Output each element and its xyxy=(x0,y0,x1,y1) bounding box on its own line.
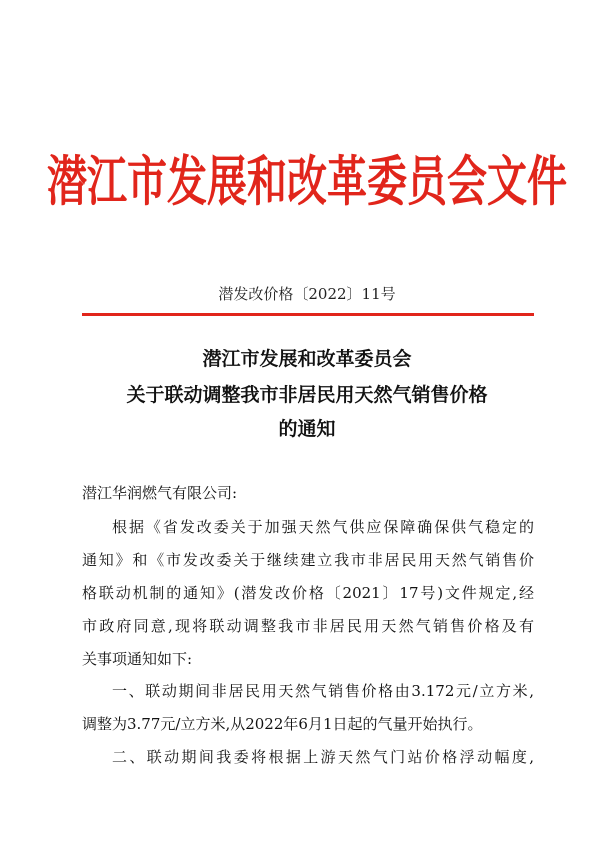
paragraph-1-line-5: 关事项通知如下: xyxy=(82,650,193,668)
document-header-title: 潜江市发展和改革委员会文件 xyxy=(47,150,567,214)
header-divider xyxy=(82,313,534,316)
paragraph-3-line-1: 二、联动期间我委将根据上游天然气门站价格浮动幅度, xyxy=(112,748,534,766)
notice-title-line-2: 关于联动调整我市非居民用天然气销售价格 xyxy=(126,384,488,406)
notice-title-line-1: 潜江市发展和改革委员会 xyxy=(202,348,412,370)
paragraph-1-line-2: 通知》和《市发改委关于继续建立我市非居民用天然气销售价 xyxy=(82,551,534,569)
paragraph-1-line-1: 根据《省发改委关于加强天然气供应保障确保供气稳定的 xyxy=(112,518,534,536)
paragraph-1-line-3: 格联动机制的通知》(潜发改价格〔2021〕17号)文件规定,经 xyxy=(82,584,534,602)
paragraph-2-line-2: 调整为3.77元/立方米,从2022年6月1日起的气量开始执行。 xyxy=(82,715,483,733)
recipient-line: 潜江华润燃气有限公司: xyxy=(82,484,238,502)
notice-title-line-3: 的通知 xyxy=(278,418,336,440)
paragraph-2-line-1: 一、联动期间非居民用天然气销售价格由3.172元/立方米, xyxy=(112,682,534,700)
document-number: 潜发改价格〔2022〕11号 xyxy=(218,285,396,303)
paragraph-1-line-4: 市政府同意,现将联动调整我市非居民用天然气销售价格及有 xyxy=(82,617,534,635)
